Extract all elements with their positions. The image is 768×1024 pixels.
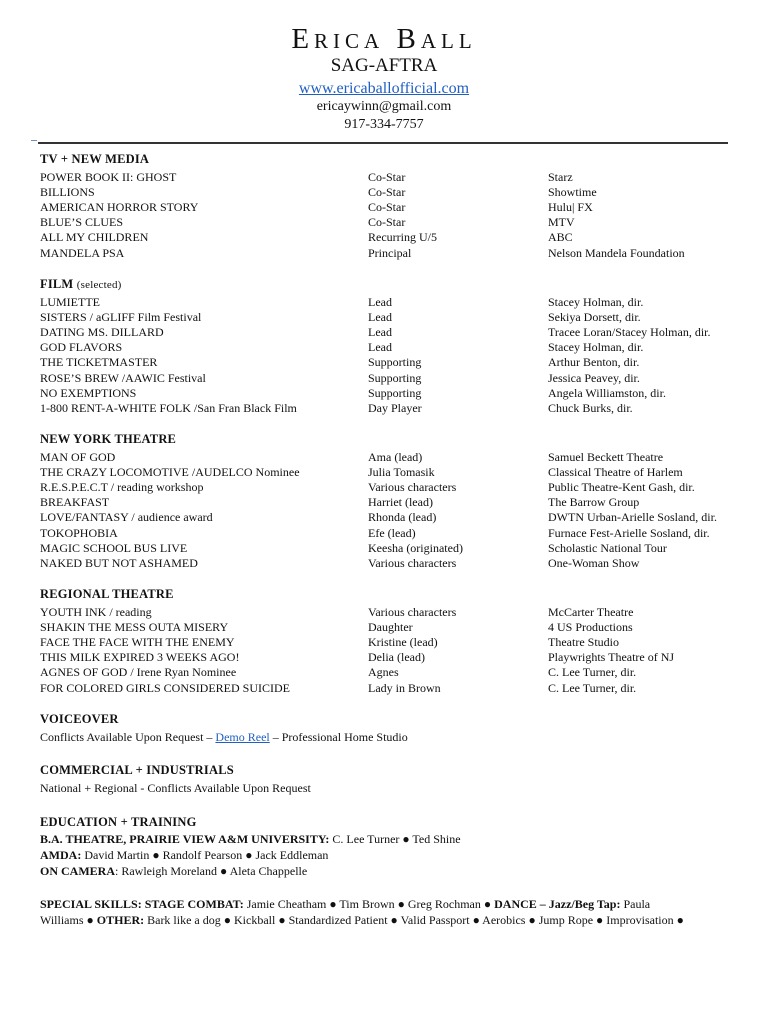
- credit-row: [0, 495, 768, 510]
- credit-role: Delia (lead): [368, 650, 425, 665]
- credit-title: BREAKFAST: [40, 495, 110, 510]
- credit-title: THIS MILK EXPIRED 3 WEEKS AGO!: [40, 650, 240, 665]
- credit-company: MTV: [548, 215, 575, 230]
- credit-company: Angela Williamston, dir.: [548, 385, 666, 400]
- credit-title: ROSE’S BREW /AAWIC Festival: [40, 370, 206, 385]
- credit-row: [0, 480, 768, 495]
- credit-company: Classical Theatre of Harlem: [548, 465, 683, 480]
- credit-row: [0, 665, 768, 680]
- credit-role: Harriet (lead): [368, 495, 433, 510]
- credit-company: Playwrights Theatre of NJ: [548, 650, 675, 665]
- credit-row: [0, 526, 768, 541]
- credit-row: [0, 620, 768, 635]
- actor-name: ERICA BALL: [291, 23, 477, 55]
- credit-role: Efe (lead): [368, 525, 416, 540]
- credit-row: [0, 325, 768, 340]
- credit-title: MANDELA PSA: [40, 245, 125, 260]
- credit-role: Day Player: [368, 400, 422, 415]
- credit-company: Hulu| FX: [548, 200, 593, 215]
- voiceover-details: Conflicts Available Upon Request – Demo Reel – Professional Home Studio: [40, 730, 408, 744]
- header-divider: [38, 142, 728, 144]
- credit-company: Chuck Burks, dir.: [548, 400, 633, 415]
- credit-company: DWTN Urban-Arielle Sosland, dir.: [548, 510, 717, 525]
- divider-tick: [31, 140, 37, 141]
- credit-role: Kristine (lead): [368, 635, 438, 650]
- credit-role: Principal: [368, 245, 412, 260]
- credit-title: YOUTH INK / reading: [40, 605, 152, 619]
- credit-row: [0, 605, 768, 620]
- credit-title: NO EXEMPTIONS: [40, 385, 137, 400]
- credit-company: Starz: [548, 170, 573, 184]
- credit-company: Jessica Peavey, dir.: [548, 370, 640, 385]
- credit-row: [0, 355, 768, 370]
- credit-company: Tracee Loran/Stacey Holman, dir.: [548, 325, 711, 340]
- credit-title: GOD FLAVORS: [40, 340, 123, 355]
- credit-row: [0, 541, 768, 556]
- education-line-amda: AMDA: David Martin ● Randolf Pearson ● Jack Eddleman: [40, 848, 329, 862]
- credit-row: [0, 310, 768, 325]
- credit-title: BILLIONS: [40, 185, 95, 200]
- credit-role: Lead: [368, 295, 392, 309]
- credit-title: LUMIETTE: [40, 295, 100, 309]
- credit-title: BLUE’S CLUES: [40, 215, 124, 230]
- credit-company: Nelson Mandela Foundation: [548, 245, 685, 260]
- section-heading-ny-theatre: NEW YORK THEATRE: [40, 432, 177, 446]
- credit-company: Showtime: [548, 185, 597, 200]
- credit-role: Recurring U/5: [368, 230, 437, 245]
- education-line-on-camera: ON CAMERA: Rawleigh Moreland ● Aleta Chappelle: [40, 864, 308, 878]
- credit-company: 4 US Productions: [548, 620, 633, 635]
- section-heading-tv: TV + NEW MEDIA: [40, 152, 150, 166]
- commercial-details: National + Regional - Conflicts Available Upon Request: [40, 781, 311, 795]
- credit-row: [0, 170, 768, 185]
- credit-role: Co-Star: [368, 215, 406, 230]
- credit-company: One-Woman Show: [548, 555, 640, 570]
- credit-title: TOKOPHOBIA: [40, 525, 118, 540]
- credit-role: Various characters: [368, 555, 457, 570]
- credit-row: [0, 340, 768, 355]
- credit-company: Samuel Beckett Theatre: [548, 450, 664, 464]
- credit-company: Scholastic National Tour: [548, 540, 667, 555]
- credit-row: [0, 295, 768, 310]
- union-affiliation: SAG-AFTRA: [330, 55, 438, 76]
- education-line-ba: B.A. THEATRE, PRAIRIE VIEW A&M UNIVERSITY: C. Lee Turner ● Ted Shine: [40, 832, 461, 846]
- credit-title: R.E.S.P.E.C.T / reading workshop: [40, 480, 204, 495]
- credit-company: Stacey Holman, dir.: [548, 295, 644, 309]
- credit-role: Lead: [368, 325, 392, 340]
- phone-number: 917-334-7757: [344, 117, 424, 132]
- email-address: ericaywinn@gmail.com: [316, 99, 452, 114]
- credit-role: Co-Star: [368, 200, 406, 215]
- credit-company: C. Lee Turner, dir.: [548, 665, 637, 680]
- credit-role: Keesha (originated): [368, 540, 463, 555]
- credit-title: MAGIC SCHOOL BUS LIVE: [40, 540, 188, 555]
- credit-row: [0, 185, 768, 200]
- credit-role: Co-Star: [368, 185, 406, 200]
- credit-row: [0, 246, 768, 261]
- special-skills-line-1: SPECIAL SKILLS: STAGE COMBAT: Jamie Cheatham ● Tim Brown ● Greg Rochman ● DANCE – Jazz/Beg Tap: Paula: [40, 897, 651, 911]
- credit-role: Lead: [368, 340, 392, 355]
- section-heading-commercial: COMMERCIAL + INDUSTRIALS: [40, 763, 234, 777]
- credit-title: THE CRAZY LOCOMOTIVE /AUDELCO Nominee: [40, 465, 300, 480]
- credit-title: FOR COLORED GIRLS CONSIDERED SUICIDE: [40, 680, 291, 695]
- credit-row: [0, 681, 768, 696]
- credit-role: Various characters: [368, 480, 457, 495]
- credit-title: DATING MS. DILLARD: [40, 325, 164, 340]
- credit-row: [0, 450, 768, 465]
- credit-role: Co-Star: [368, 170, 406, 184]
- website-link[interactable]: www.ericaballofficial.com: [298, 80, 470, 97]
- credit-company: The Barrow Group: [548, 495, 640, 510]
- credit-row: [0, 200, 768, 215]
- credit-company: Theatre Studio: [548, 635, 619, 650]
- section-heading-regional: REGIONAL THEATRE: [40, 587, 174, 601]
- special-skills-line-2: Williams ● OTHER: Bark like a dog ● Kickball ● Standardized Patient ● Valid Passport ● Aerobics ● Jump Rope ● Improvisation ●: [40, 913, 684, 927]
- credit-role: Various characters: [368, 605, 457, 619]
- credit-company: ABC: [548, 230, 573, 245]
- credit-row: [0, 556, 768, 571]
- credit-role: Supporting: [368, 355, 422, 370]
- credit-role: Lady in Brown: [368, 680, 441, 695]
- credit-title: POWER BOOK II: GHOST: [40, 170, 177, 184]
- credit-title: AMERICAN HORROR STORY: [40, 200, 199, 215]
- credit-company: Sekiya Dorsett, dir.: [548, 310, 641, 325]
- credit-row: [0, 510, 768, 525]
- credit-role: Lead: [368, 310, 392, 325]
- credit-row: [0, 230, 768, 245]
- credit-role: Supporting: [368, 385, 422, 400]
- credit-row: [0, 650, 768, 665]
- credit-title: AGNES OF GOD / Irene Ryan Nominee: [40, 665, 237, 680]
- credit-title: 1-800 RENT-A-WHITE FOLK /San Fran Black Film: [40, 400, 297, 415]
- credit-role: Julia Tomasik: [368, 465, 435, 480]
- section-heading-voiceover: VOICEOVER: [40, 712, 119, 726]
- credit-title: SISTERS / aGLIFF Film Festival: [40, 310, 202, 325]
- credit-company: C. Lee Turner, dir.: [548, 680, 637, 695]
- credit-company: Public Theatre-Kent Gash, dir.: [548, 480, 695, 495]
- credit-row: [0, 215, 768, 230]
- credit-row: [0, 635, 768, 650]
- section-heading-education: EDUCATION + TRAINING: [40, 815, 197, 829]
- credit-title: FACE THE FACE WITH THE ENEMY: [40, 635, 235, 650]
- credit-role: Rhonda (lead): [368, 510, 437, 525]
- credit-title: NAKED BUT NOT ASHAMED: [40, 555, 198, 570]
- credit-company: McCarter Theatre: [548, 605, 634, 619]
- credit-row: [0, 465, 768, 480]
- section-heading-film: FILM (selected): [40, 277, 122, 291]
- credit-row: [0, 386, 768, 401]
- credit-title: LOVE/FANTASY / audience award: [40, 510, 213, 525]
- credit-company: Furnace Fest-Arielle Sosland, dir.: [548, 525, 710, 540]
- credit-role: Daughter: [368, 620, 413, 635]
- credit-title: SHAKIN THE MESS OUTA MISERY: [40, 620, 229, 635]
- credit-role: Agnes: [368, 665, 399, 680]
- credit-title: THE TICKETMASTER: [40, 355, 158, 370]
- credit-title: ALL MY CHILDREN: [40, 230, 149, 245]
- credit-row: [0, 401, 768, 416]
- credit-title: MAN OF GOD: [40, 450, 116, 464]
- credit-company: Arthur Benton, dir.: [548, 355, 640, 370]
- demo-reel-link[interactable]: Demo Reel: [215, 730, 270, 744]
- credit-role: Ama (lead): [368, 450, 423, 464]
- credit-role: Supporting: [368, 370, 422, 385]
- credit-row: [0, 371, 768, 386]
- credit-company: Stacey Holman, dir.: [548, 340, 644, 355]
